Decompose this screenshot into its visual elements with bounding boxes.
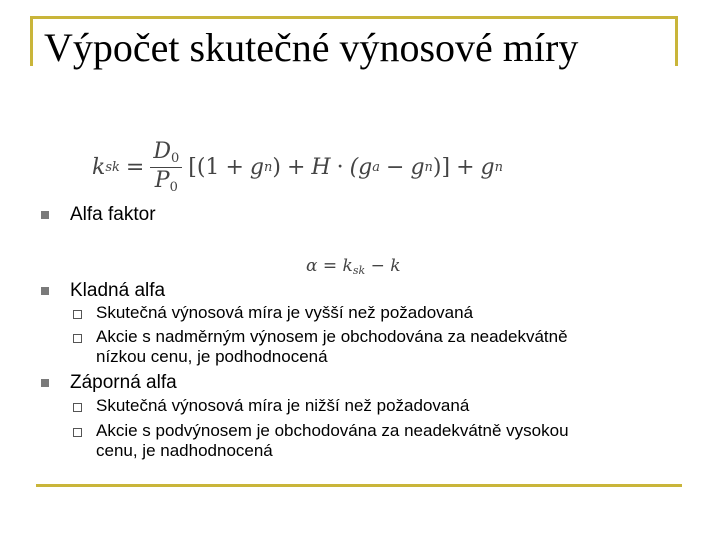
sub-bullet-marker [73, 403, 82, 412]
right-accent-line [675, 16, 678, 66]
bullet-marker [41, 211, 49, 219]
left-accent-line [30, 16, 33, 66]
sub-bullet-zaporna-2-line-1: Akcie s podvýnosem je obchodována za neadekvátně vysokou [96, 421, 569, 440]
bullet-kladna-alfa: Kladná alfa [70, 280, 166, 301]
formula-skutecna-vynosova-mira: k sk = $\frac{D_0}{P_0}$ [(1 + g n ) + H · (g a − g n )] + g n [92, 139, 503, 196]
formula-alfa: $\alpha = k_{sk} - k$ [306, 256, 401, 277]
sub-bullet-zaporna-2-line-2: cenu, je nadhodnocená [96, 441, 273, 460]
sub-bullet-kladna-2-line-1: Akcie s nadměrným výnosem je obchodována za neadekvátně [96, 327, 568, 346]
bottom-accent-line [36, 484, 682, 487]
top-accent-line [30, 16, 678, 19]
sub-bullet-zaporna-1: Skutečná výnosová míra je nižší než požadovaná [96, 396, 470, 415]
sub-bullet-marker [73, 334, 82, 343]
sub-bullet-marker [73, 310, 82, 319]
bullet-alfa-faktor: Alfa faktor [70, 204, 156, 225]
sub-bullet-kladna-2-line-2: nízkou cenu, je podhodnocená [96, 347, 328, 366]
formula-fraction: $\frac{D_0}{P_0}$ [150, 140, 182, 196]
sub-bullet-kladna-1: Skutečná výnosová míra je vyšší než požadovaná [96, 303, 474, 322]
bullet-marker [41, 287, 49, 295]
bullet-marker [41, 379, 49, 387]
bullet-zaporna-alfa: Záporná alfa [70, 372, 177, 393]
slide-title: Výpočet skutečné výnosové míry [44, 25, 579, 70]
sub-bullet-marker [73, 428, 82, 437]
